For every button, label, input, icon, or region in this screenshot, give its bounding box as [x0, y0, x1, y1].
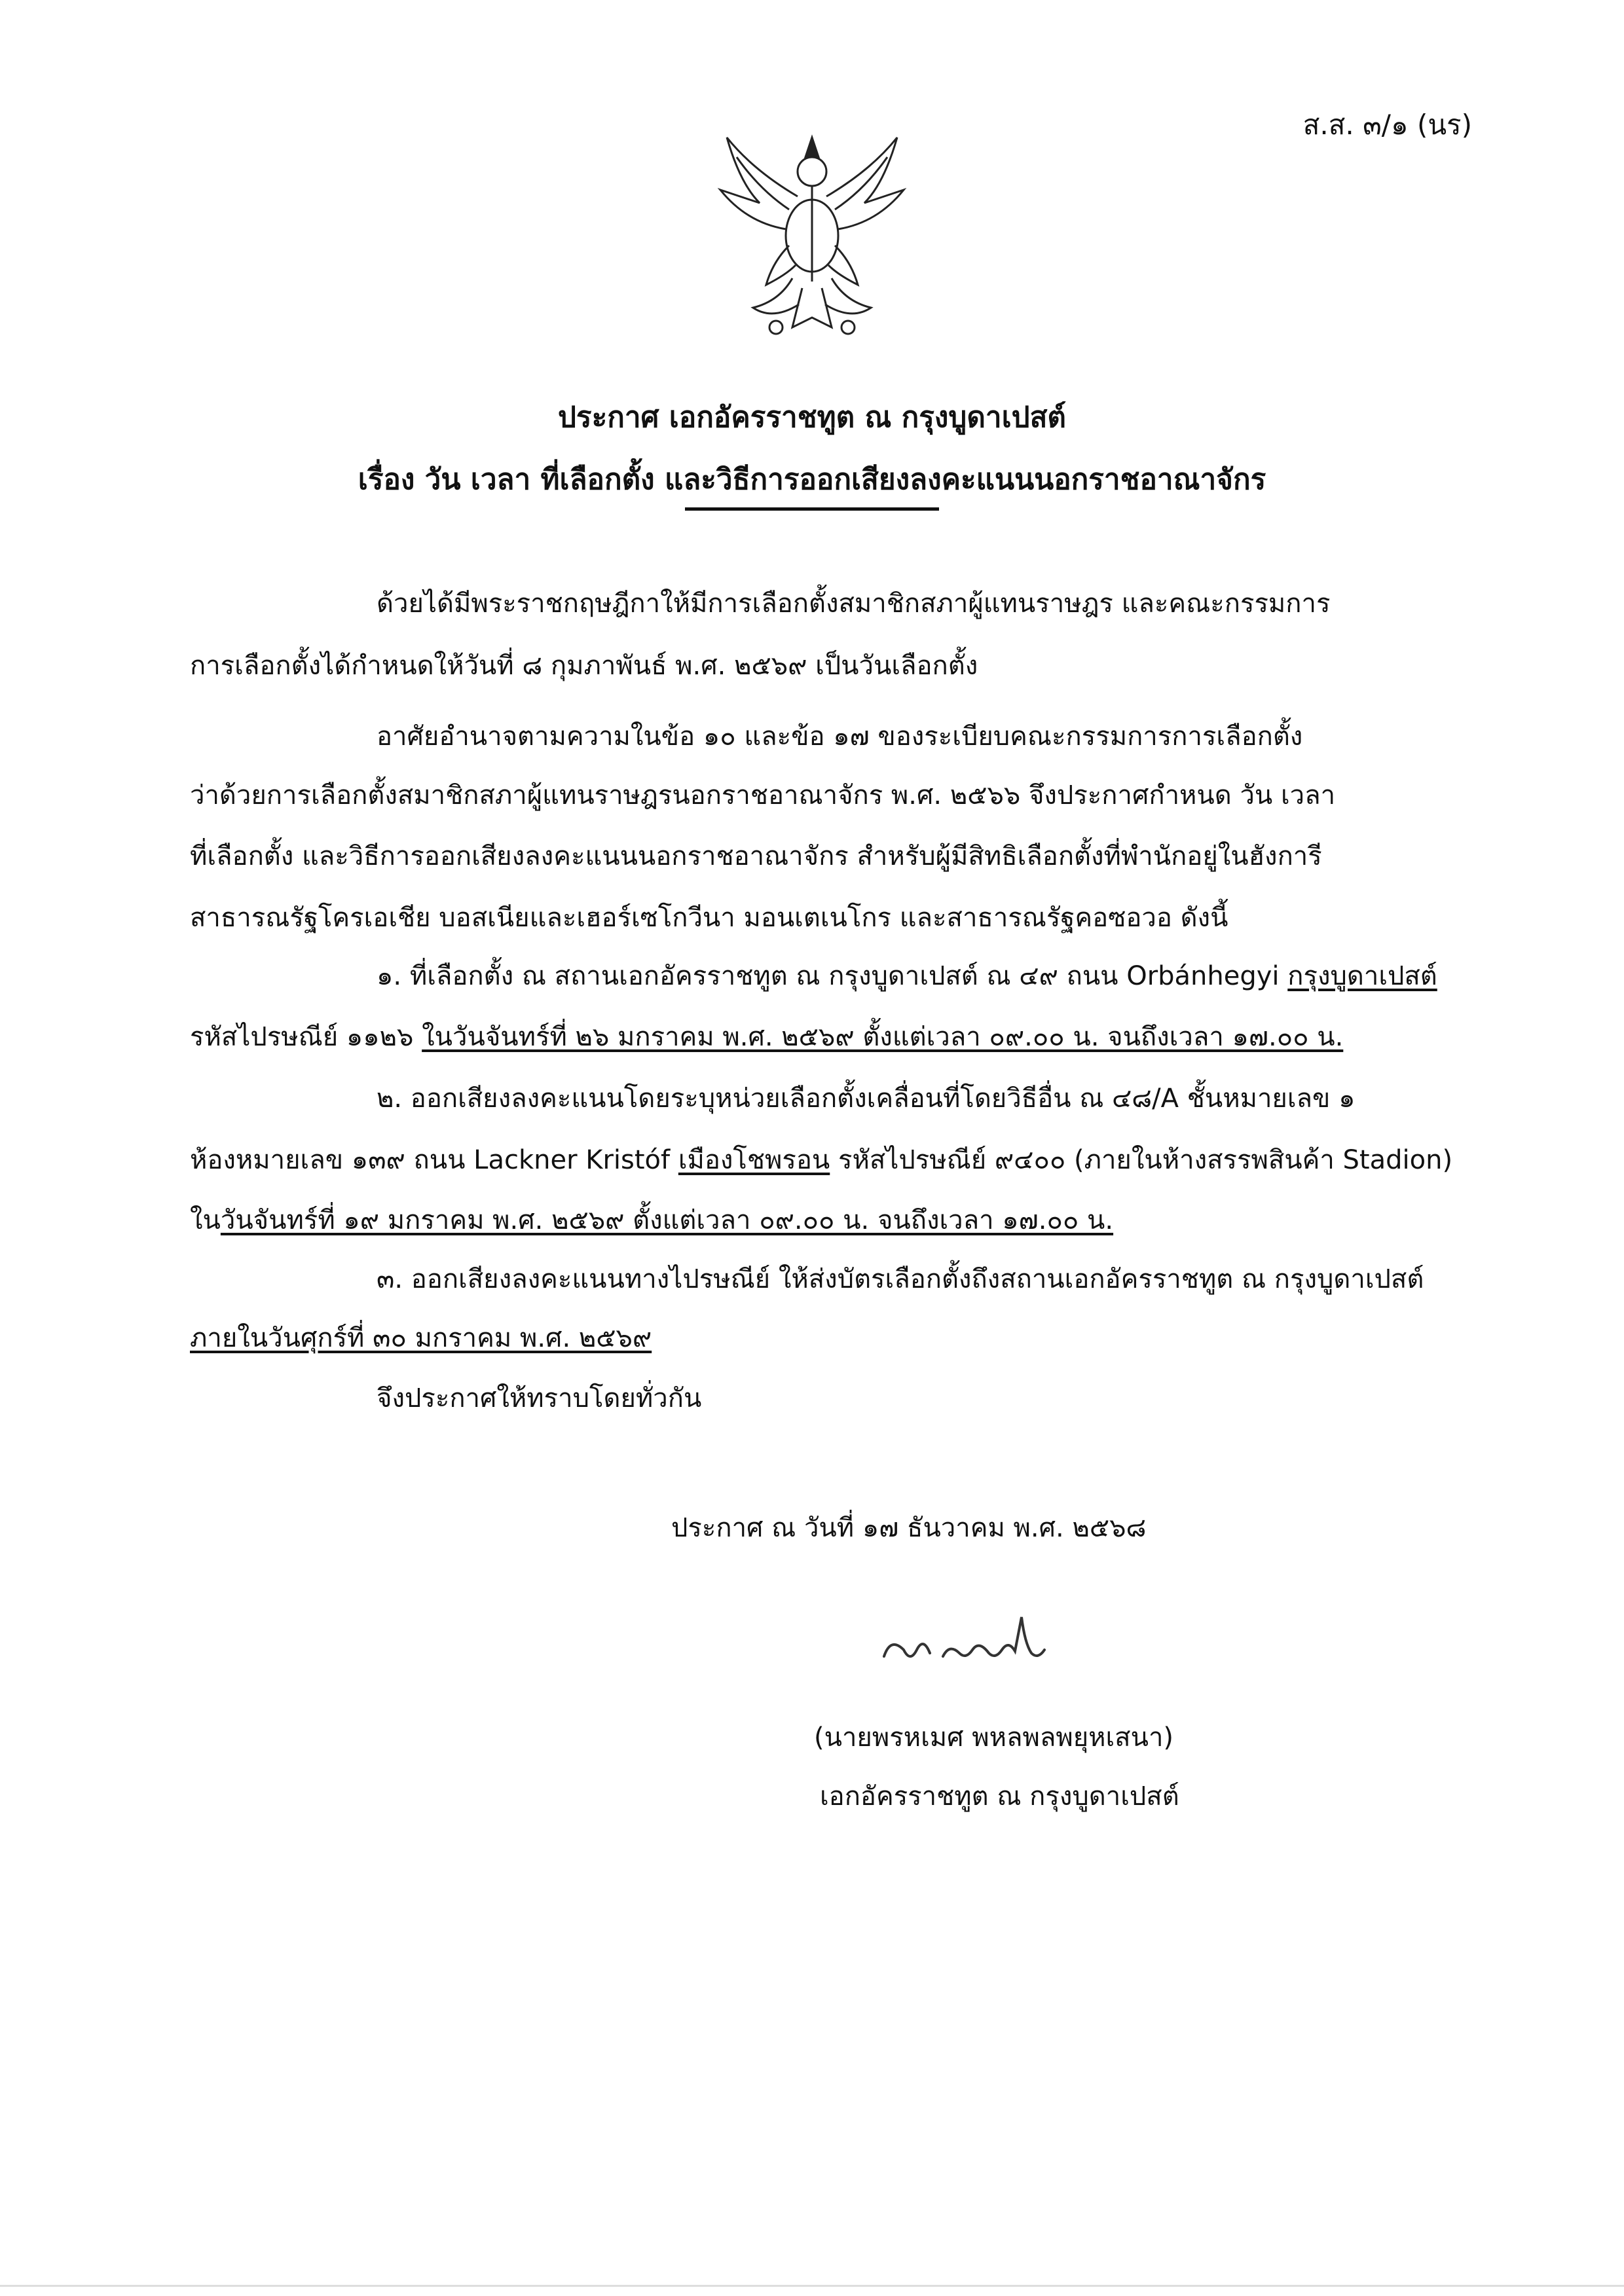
title-divider — [685, 507, 939, 511]
closing-sentence: จึงประกาศให้ทราบโดยทั่วกัน — [377, 1383, 702, 1413]
announcement-subject: เรื่อง วัน เวลา ที่เลือกตั้ง และวิธีการออกเสียงลงคะแนนนอกราชอาณาจักร — [358, 463, 1266, 496]
announcement-date: ประกาศ ณ วันที่ ๑๗ ธันวาคม พ.ศ. ๒๕๖๘ — [671, 1513, 1147, 1543]
document-code: ส.ส. ๓/๑ (นร) — [1302, 109, 1472, 141]
page-edge-line — [0, 2285, 1624, 2287]
item-3-line-1: ๓. ออกเสียงลงคะแนนทางไปรษณีย์ ให้ส่งบัตรเลือกตั้งถึงสถานเอกอัครราชทูต ณ กรุงบูดาเปสต์ — [377, 1264, 1424, 1294]
paragraph-1-line-1: ด้วยได้มีพระราชกฤษฎีกาให้มีการเลือกตั้งสมาชิกสภาผู้แทนราษฎร และคณะกรรมการ — [377, 589, 1331, 619]
item-3-line-2: ภายในวันศุกร์ที่ ๓๐ มกราคม พ.ศ. ๒๕๖๙ — [190, 1323, 652, 1353]
signature — [877, 1604, 1074, 1683]
item-2-line-1: ๒. ออกเสียงลงคะแนนโดยระบุหน่วยเลือกตั้งเคลื่อนที่โดยวิธีอื่น ณ ๔๘/A ชั้นหมายเลข ๑ — [377, 1084, 1356, 1114]
signatory-position: เอกอัครราชทูต ณ กรุงบูดาเปสต์ — [820, 1781, 1179, 1812]
signatory-name: (นายพรหเมศ พหลพลพยุหเสนา) — [814, 1722, 1174, 1753]
garuda-emblem-icon — [714, 131, 910, 340]
paragraph-1-line-2: การเลือกตั้งได้กำหนดให้วันที่ ๘ กุมภาพันธ์ พ.ศ. ๒๕๖๙ เป็นวันเลือกตั้ง — [190, 651, 978, 681]
item-2-line-2: ห้องหมายเลข ๑๓๙ ถนน Lackner Kristóf เมืองโชพรอน รหัสไปรษณีย์ ๙๔๐๐ (ภายในห้างสรรพสินค้า Stadion) — [190, 1145, 1453, 1175]
item-1-line-1: ๑. ที่เลือกตั้ง ณ สถานเอกอัครราชทูต ณ กรุงบูดาเปสต์ ณ ๔๙ ถนน Orbánhegyi กรุงบูดาเปสต์ — [377, 961, 1437, 991]
paragraph-2-line-3: ที่เลือกตั้ง และวิธีการออกเสียงลงคะแนนนอกราชอาณาจักร สำหรับผู้มีสิทธิเลือกตั้งที่พำนักอยู่ในฮังการี — [190, 841, 1322, 871]
paragraph-2-line-1: อาศัยอำนาจตามความในข้อ ๑๐ และข้อ ๑๗ ของระเบียบคณะกรรมการการเลือกตั้ง — [377, 721, 1303, 752]
paragraph-2-line-4: สาธารณรัฐโครเอเชีย บอสเนียและเฮอร์เซโกวีนา มอนเตเนโกร และสาธารณรัฐคอซอวอ ดังนี้ — [190, 903, 1228, 933]
paragraph-2-line-2: ว่าด้วยการเลือกตั้งสมาชิกสภาผู้แทนราษฎรนอกราชอาณาจักร พ.ศ. ๒๕๖๖ จึงประกาศกำหนด วัน เวลา — [190, 780, 1336, 811]
announcement-title: ประกาศ เอกอัครราชทูต ณ กรุงบูดาเปสต์ — [558, 401, 1066, 434]
item-2-line-3: ในวันจันทร์ที่ ๑๙ มกราคม พ.ศ. ๒๕๖๙ ตั้งแต่เวลา ๐๙.๐๐ น. จนถึงเวลา ๑๗.๐๐ น. — [190, 1205, 1114, 1235]
item-1-line-2: รหัสไปรษณีย์ ๑๑๒๖ ในวันจันทร์ที่ ๒๖ มกราคม พ.ศ. ๒๕๖๙ ตั้งแต่เวลา ๐๙.๐๐ น. จนถึงเวลา ๑๗.๐๐ น. — [190, 1022, 1344, 1052]
